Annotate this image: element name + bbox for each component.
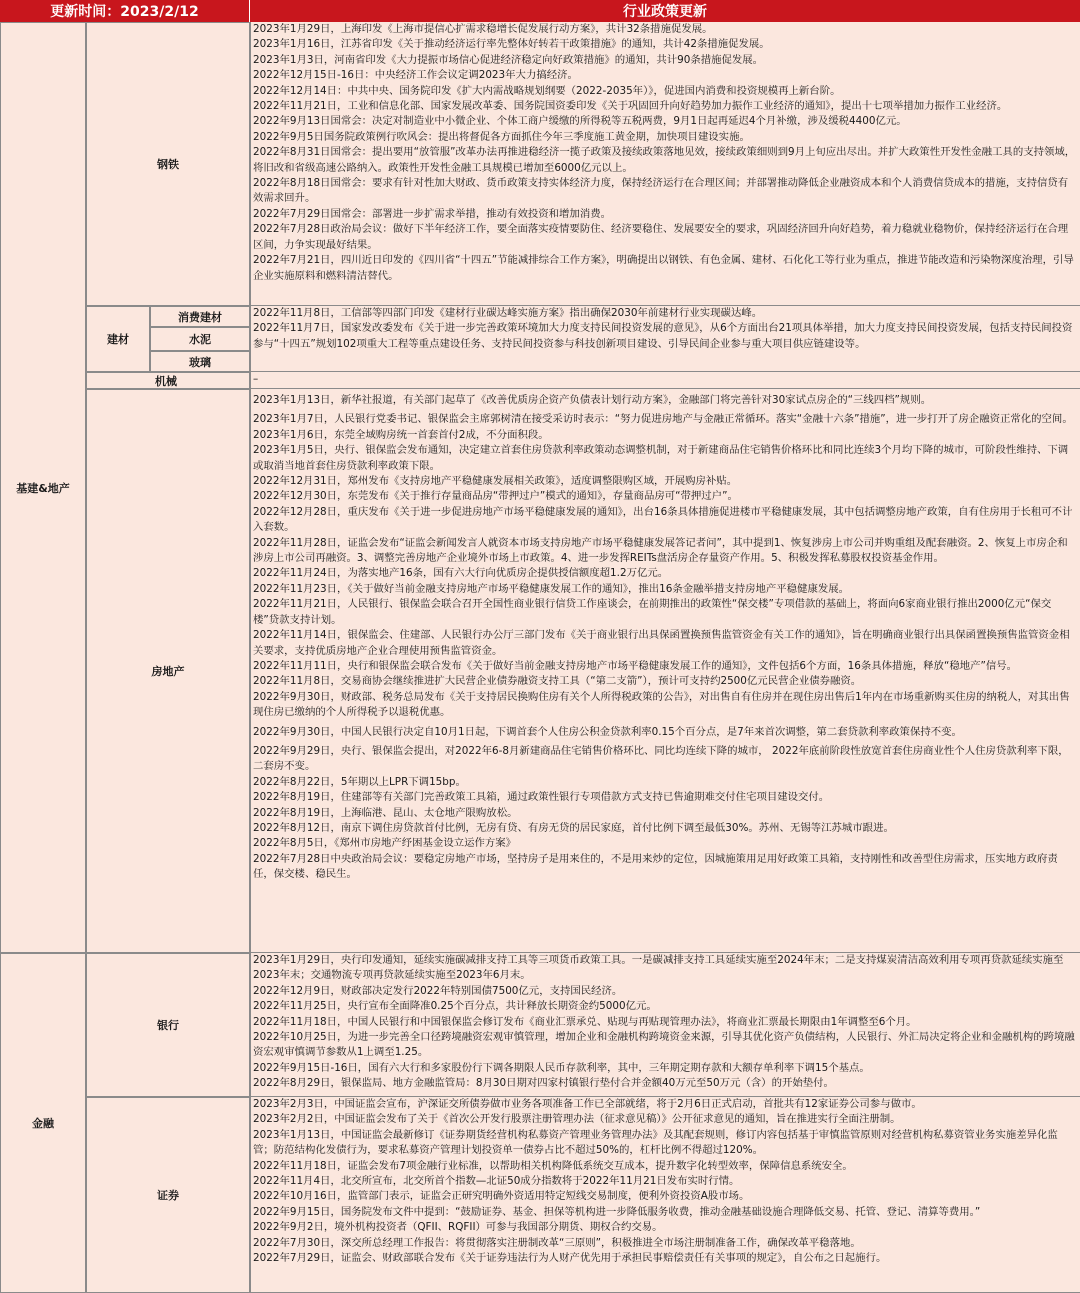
policy-item: 2022年11月8日，交易商协会继续推进扩大民营企业债券融资支持工具（“第二支箭”），预计可支持约2500亿元民营企业债券融资。 [253, 675, 862, 688]
policy-item: 2022年8月5日，《郑州市房地产纾困基金设立运作方案》 [253, 837, 517, 850]
policy-item: 2022年12月28日，重庆发布《关于进一步促进房地产市场平稳健康发展的通知》，出台16条具体措施促进楼市平稳健康发展，其中包括调整房地产政策，自有住房用于长租可不计入套数。 [253, 505, 1073, 534]
policy-list-jiancai [250, 306, 1080, 372]
policy-item: 2022年8月31日国常会：提出要用“放管服”改革办法再推进稳经济一揽子政策及接续政策落地见效，接续政策细则到9月上旬应出尽出。并扩大政策性开发性金融工具的支持领域，将旧改和省级高速公路纳入。政策性开发性金融工具规模已增加至6000亿元以上。 [253, 146, 1076, 174]
policy-item: 2022年9月2日，境外机构投资者（QFII、RQFII）可参与我国部分期货、期权合约交易。 [253, 1221, 663, 1234]
sector-jixie: 机械 [86, 372, 250, 389]
sector-xiaofei-jiancai: 消费建材 [150, 306, 250, 327]
policy-item: 2023年1月13日，新华社报道，有关部门起草了《改善优质房企资产负债表计划行动方案》，金融部门将完善针对30家试点房企的“三线四档”规则。 [253, 394, 932, 406]
policy-item: 2022年7月28日政治局会议：做好下半年经济工作，要全面落实疫情要防住、经济要稳住、发展要安全的要求，巩固经济回升向好趋势，着力稳就业稳物价，保持经济运行在合理区间，力争实现最好结果。 [253, 223, 1069, 251]
policy-item: 2022年11月24日，为落实地产16条，国有六大行向优质房企提供授信额度超1.2万亿元。 [253, 567, 669, 580]
sector-yinhang: 银行 [86, 953, 250, 1097]
policy-item: 2022年8月29日，银保监局、地方金融监管局：8月30日期对四家村镇银行垫付合并金额40万元至50万元（含）的开始垫付。 [253, 1077, 834, 1090]
policy-item: 2022年9月29日，央行、银保监会提出，对2022年6-8月新建商品住宅销售价格环比、同比均连续下降的城市， 2022年底前阶段性放宽首套住房商业性个人住房贷款利率下限，二套房不变。 [253, 744, 1069, 773]
policy-item: 2023年1月16日，江苏省印发《关于推动经济运行率先整体好转若干政策措施》的通知，共计42条措施促发展。 [253, 38, 770, 51]
policy-item: 2023年1月7日，人民银行党委书记、银保监会主席郭树清在接受采访时表示：“努力促进房地产与金融正常循环。落实“金融十六条”措施”，进一步打开了房企融资正常化的空间。 [253, 413, 1073, 426]
policy-item: 2022年8月19日，上海临港、昆山、太仓地产限购放松。 [253, 806, 518, 819]
policy-item: 2022年9月30日，财政部、税务总局发布《关于支持居民换购住房有关个人所得税政策的公告》，对出售自有住房并在现住房出售后1年内在市场重新购买住房的纳税人，对其出售现住房已缴纳的个人所得税予以退税优惠。 [253, 690, 1070, 719]
policy-item: 2022年12月30日，东莞发布《关于推行存量商品房“带押过户”模式的通知》，存量商品房可“带押过户”。 [253, 490, 738, 503]
policy-item: 2022年11月25日，央行宣布全面降准0.25个百分点，共计释放长期资金约5000亿元。 [253, 1000, 657, 1013]
policy-item: 2023年1月29日，上海印发《上海市提信心扩需求稳增长促发展行动方案》，共计32条措施促发展。 [253, 23, 713, 35]
policy-item: 2022年8月18日国常会：要求有针对性加大财政、货币政策支持实体经济力度，保持经济运行在合理区间；并部署推动降低企业融资成本和个人消费信贷成本的措施，支持信贷有效需求回升。 [253, 177, 1069, 205]
update-time-header: 更新时间：2023/2/12 [0, 0, 250, 22]
policy-list-zhengquan [250, 1097, 1080, 1293]
policy-item: 2022年9月13日国常会：决定对制造业中小微企业、个体工商户缓缴的所得税等五税两费，9月1日起再延迟4个月补缴，涉及缓税4400亿元。 [253, 115, 907, 128]
policy-item: 2022年9月15日-16日，国有六大行和多家股份行下调各期限人民币存款利率，其中，三年期定期存款和大额存单利率下调15个基点。 [253, 1061, 870, 1074]
policy-item: 2022年10月25日，为进一步完善全口径跨境融资宏观审慎管理，增加企业和金融机构跨境资金来源，引导其优化资产负债结构，人民银行、外汇局决定将企业和金融机构的跨境融资宏观审慎调节参数从1上调至1.25。 [253, 1031, 1075, 1059]
policy-item: 2023年2月3日，中国证监会宣布，沪深证交所债券做市业务各项准备工作已全部就绪，将于2月6日正式启动，首批共有12家证券公司参与做市。 [253, 1098, 922, 1110]
policy-item: 2022年8月19日，住建部等有关部门完善政策工具箱，通过政策性银行专项借款方式支持已售逾期难交付住宅项目建设交付。 [253, 791, 830, 804]
policy-item: 2022年11月4日，北交所宣布，北交所首个指数—北证50成分指数将于2022年11月21日发布实时行情。 [253, 1175, 740, 1188]
policy-item: 2022年11月21日，工业和信息化部、国家发展改革委、国务院国资委印发《关于巩固回升向好趋势加力振作工业经济的通知》，提出十七项举措加力振作工业经济。 [253, 100, 1008, 113]
policy-item: 2022年7月28日中央政治局会议：要稳定房地产市场，坚持房子是用来住的，不是用来炒的定位，因城施策用足用好政策工具箱，支持刚性和改善型住房需求，压实地方政府责任，保交楼、稳民生。 [253, 852, 1058, 881]
sector-fangdichan: 房地产 [86, 389, 250, 953]
policy-item: 2022年10月16日，监管部门表示，证监会正研究明确外资适用特定短线交易制度，便利外资投资A股市场。 [253, 1190, 750, 1203]
policy-item: 2023年1月3日，河南省印发《大力提振市场信心促进经济稳定向好政策措施》的通知，共计90条措施促发展。 [253, 53, 764, 66]
policy-item: 2023年1月29日，央行印发通知，延续实施碳减排支持工具等三项货币政策工具。一是碳减排支持工具延续实施至2024年末；二是支持煤炭清洁高效利用专项再贷款延续实施至2023年末；交通物流专项再贷款延续实施至2023年6月末。 [253, 954, 1064, 982]
policy-list-jixie [250, 372, 1080, 389]
policy-item: 2022年7月21日，四川近日印发的《四川省“十四五”节能减排综合工作方案》，明确提出以钢铁、有色金属、建材、石化化工等行业为重点，推进节能改造和污染物深度治理，引导企业实施原料和燃料清洁替代。 [253, 254, 1074, 282]
policy-item: 2022年12月15日-16日：中央经济工作会议定调2023年大力搞经济。 [253, 69, 578, 82]
policy-item: 2022年11月14日，银保监会、住建部、人民银行办公厅三部门发布《关于商业银行出具保函置换预售监管资金有关工作的通知》，旨在明确商业银行出具保函置换预售监管资金相关要求，支持优质房地产企业合理使用预售监管资金。 [253, 629, 1070, 657]
policy-item: 2023年1月5日，央行、银保监会发布通知，决定建立首套住房贷款利率政策动态调整机制，对于新建商品住宅销售价格环比和同比连续3个月均下降的城市，可阶段性维持、下调或取消当地首套住房贷款利率政策下限。 [253, 444, 1069, 472]
policy-item: 2022年9月5日国务院政策例行吹风会：提出将督促各方面抓住今年三季度施工黄金期，加快项目建设实施。 [253, 130, 750, 143]
policy-item: 2022年11月11日，央行和银保监会联合发布《关于做好当前金融支持房地产市场平稳健康发展工作的通知》，文件包括6个方面，16条具体措施，释放“稳地产”信号。 [253, 659, 1018, 672]
policy-list-yinhang [250, 953, 1080, 1097]
sector-jijian-dichan: 基建&地产 [0, 22, 86, 953]
policy-item: 2022年11月7日，国家发改委发布《关于进一步完善政策环境加大力度支持民间投资发展的意见》，从6个方面出台21项具体举措，加大力度支持民间投资发展，包括支持民间投资参与“十四五”规划102项重大工程等重点建设任务、支持民间投资参与科技创新项目建设、引导民间企业参与重大项目供应链建设等。 [253, 322, 1073, 350]
policy-item: 2022年9月30日，中国人民银行决定自10月1日起，下调首套个人住房公积金贷款利率0.15个百分点，是7年来首次调整，第二套贷款利率政策保持不变。 [253, 725, 962, 738]
policy-list-fangdichan [250, 389, 1080, 953]
policy-item: 2022年7月29日，证监会、财政部联合发布《关于证券违法行为人财产优先用于承担民事赔偿责任有关事项的规定》，自公布之日起施行。 [253, 1252, 887, 1265]
policy-item: 2022年8月12日，南京下调住房贷款首付比例，无房有贷、有房无贷的居民家庭，首付比例下调至最低30%。苏州、无锡等江苏城市跟进。 [253, 821, 894, 834]
policy-item: 2022年9月15日，国务院发布文件中提到：“鼓励证券、基金、担保等机构进一步降低服务收费，推动金融基础设施合理降低交易、托管、登记、清算等费用。” [253, 1205, 981, 1218]
policy-item: 2022年12月9日，财政部决定发行2022年特别国债7500亿元，支持国民经济。 [253, 984, 623, 997]
sector-zhengquan: 证券 [86, 1097, 250, 1293]
policy-item: 2022年7月30日，深交所总经理工作报告：将贯彻落实注册制改革“三原则”，积极推进全市场注册制准备工作，确保改革平稳落地。 [253, 1236, 861, 1249]
policy-item: 2022年11月8日，工信部等四部门印发《建材行业碳达峰实施方案》指出确保2030年前建材行业实现碳达峰。 [253, 307, 763, 319]
policy-item: 2023年2月2日，中国证监会发布了关于《首次公开发行股票注册管理办法（征求意见稿）》公开征求意见的通知，旨在推进实行全面注册制。 [253, 1113, 901, 1126]
policy-item: 2022年12月31日，郑州发布《支持房地产平稳健康发展相关政策》，适度调整限购区域，开展购房补贴。 [253, 475, 738, 488]
policy-item: 2023年1月6日，东莞全域购房统一首套首付2成，不分面积段。 [253, 428, 549, 441]
policy-item: 2022年7月29日国常会：部署进一步扩需求举措，推动有效投资和增加消费。 [253, 207, 611, 220]
policy-item: 2022年11月18日，中国人民银行和中国银保监会修订发布《商业汇票承兑、贴现与再贴现管理办法》，将商业汇票最长期限由1年调整至6个月。 [253, 1015, 917, 1028]
sector-shuini: 水泥 [150, 327, 250, 351]
policy-item: 2022年12月14日：中共中央、国务院印发《扩大内需战略规划纲要（2022-2035年）》，促进国内消费和投资规模再上新台阶。 [253, 84, 841, 97]
policy-item: – [253, 373, 259, 385]
sector-boli: 玻璃 [150, 351, 250, 372]
policy-item: 2023年1月13日，中国证监会最新修订《证券期货经营机构私募资产管理业务管理办法》及其配套规则，修订内容包括基于审慎监管原则对经营机构私募资管业务实施差异化监管；防范结构化发债行为，要求私募资产管理计划投资单一债券占比不超过50%的，杠杆比例不得超过120%。 [253, 1128, 1058, 1157]
policy-item: 2022年11月18日，证监会发布7项金融行业标准，以帮助相关机构降低系统交互成本，提升数字化转型效率，保障信息系统安全。 [253, 1159, 853, 1172]
policy-item: 2022年11月23日，《关于做好当前金融支持房地产市场平稳健康发展工作的通知》，推出16条金融举措支持房地产平稳健康发展。 [253, 582, 850, 595]
policy-item: 2022年11月28日，证监会发布“证监会新闻发言人就资本市场支持房地产市场平稳健康发展答记者问”，其中提到1、恢复涉房上市公司并购重组及配套融资。2、恢复上市房企和涉房上市公司再融资。3、调整完善房地产企业境外市场上市政策。4、进一步发挥REITs盘活房企存量资产作用。5、积极发挥私募股权投资基金作用。 [253, 536, 1068, 565]
sector-jiancai: 建材 [86, 306, 150, 372]
policy-item: 2022年8月22日，5年期以上LPR下调15bp。 [253, 775, 466, 788]
policy-grid [0, 22, 1080, 1293]
sector-jinrong: 金融 [0, 953, 86, 1293]
policy-item: 2022年11月21日，人民银行、银保监会联合召开全国性商业银行信贷工作座谈会，在前期推出的政策性“保交楼”专项借款的基础上，将面向6家商业银行推出2000亿元“保交楼”贷款支持计划。 [253, 598, 1052, 626]
sector-gangtie: 钢铁 [86, 22, 250, 306]
policy-list-gangtie [250, 22, 1080, 306]
table-title-header: 行业政策更新 [250, 0, 1080, 22]
